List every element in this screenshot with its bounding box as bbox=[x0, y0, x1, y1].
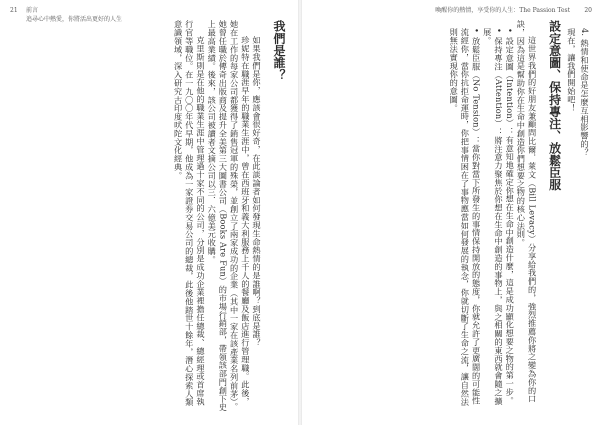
right-running-head: 喚醒你的熱情，享受你的人生：The Passion Test bbox=[435, 7, 570, 14]
left-page-number: 21 bbox=[10, 7, 18, 14]
right-intro-paragraph: 這世界我們的好朋友兼顧問比爾．萊文（Bill Levacy）分享給我們的，強烈推薦你將之變為你的口訣，因為這是幫助你在生命中創造你們想要之物的核心法則。 bbox=[516, 20, 538, 404]
bullet-text: 保持專注（Attention）：將注意力聚焦於你想在生命中創造的事物上，與之相關的東西就會隨之擴展。 bbox=[482, 28, 504, 406]
bullet-text: 放鬆臣服（No Tension）：當你對當下所發生的事情保持開放的態度，你就允許了更廣闊的可能性流經你，當你抗拒命運時，你把事情困在了事物應當如何發展的執念，你就切斷了生命之流，讓自然法則無法實現你的意圖。 bbox=[449, 28, 482, 406]
left-running-head-line2: 追尋心中熱愛，你將活出更好的人生 bbox=[26, 16, 123, 23]
right-page-number: 20 bbox=[584, 7, 592, 14]
bullet-item-attention bbox=[482, 20, 504, 412]
list-item-lets-begin: 現在，讓我們開始吧！ bbox=[566, 28, 577, 113]
bullet-dot-icon: • bbox=[493, 28, 504, 34]
left-running-head-line1: 前言 bbox=[26, 7, 39, 14]
left-paragraph: 克里斯則是在他的職業生涯中管理過十家不同的公司，分別是成功企業裡擔任總裁、總經理或首席執行官等職位。在一九〇〇年代早期，他成為一家證券交易公司的總裁，此後他踏世十餘年，潛心探索人類意識領域，深入研究古印度吠陀文化經典。 bbox=[173, 20, 206, 407]
list-item-question: 4. 熱情和使命是怎麼互相影響的？ bbox=[580, 28, 590, 157]
right-page-body bbox=[310, 20, 592, 412]
bullet-dot-icon: • bbox=[471, 28, 482, 34]
section-heading-who-are-we: 我們是誰？ bbox=[272, 20, 286, 81]
left-paragraph: 珍妮特在職涯早年的職業生涯中，曾在西班牙和義大利服務上千人的餐廳及飯店進行管理職。此後，她在工作的每家公司都獲得了銷售冠軍的殊榮，並創立了兩家成功的企業（其中一家在該產業名列前茅）。她曾任職於傳奇出版商及提升全美第三大圖書公司（Books Are Fun）的市場行銷部，帶領該部門創下史上最高業績。後來，該公司被讀者文摘公司以三．六億美元收購。 bbox=[207, 20, 251, 412]
left-page bbox=[0, 0, 298, 425]
section-heading-intention: 設定意圖、保持專注、放鬆臣服 bbox=[547, 20, 562, 191]
bullet-item-intention bbox=[504, 20, 515, 412]
bullet-text: 設定意圖（Intention）：有意知地確定你想在生命中創造什麼，這是成功顯化想要之物的第一步。 bbox=[505, 37, 516, 405]
right-page bbox=[302, 0, 600, 425]
bullet-item-no-tension bbox=[448, 20, 482, 412]
left-page-body bbox=[40, 20, 290, 412]
bullet-dot-icon: • bbox=[505, 28, 516, 34]
left-paragraph: 如果我們是你，應該會很好奇，在此談論者如何發現生命熱情的是誰啊？到底是誰？ bbox=[252, 36, 262, 348]
